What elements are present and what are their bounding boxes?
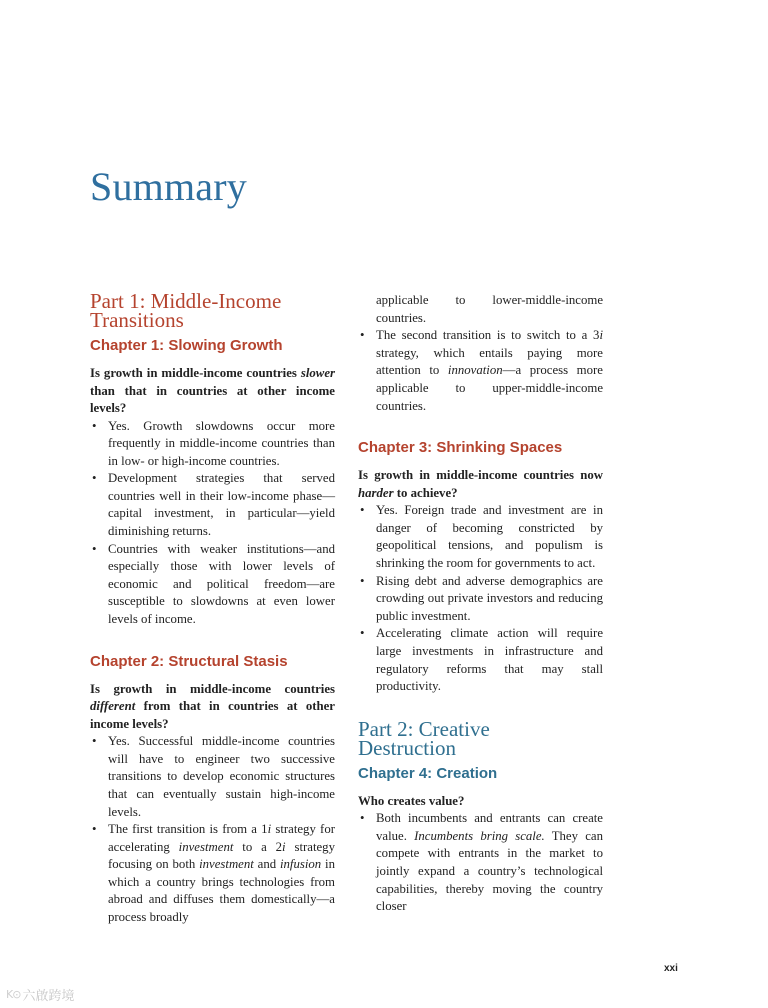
watermark-logo-icon: K⊙ (6, 988, 21, 1001)
part-1-title-line1: Part 1: Middle-Income (90, 289, 282, 313)
part-1-title-line2: Transitions (90, 308, 184, 332)
em: innovation (447, 363, 503, 378)
q-text: Is growth in middle-income countries (90, 681, 335, 696)
bullet-item (358, 327, 603, 415)
bullet-item (90, 821, 335, 927)
t: They can compete with entrants in the market to jointly expand a country’s technological capabilities, thereby moving the country closer (376, 828, 603, 914)
chapter-2-bullets-continued (358, 292, 603, 415)
t: Both incumbents and entrants can create value. (376, 811, 603, 843)
chapter-4-question: Who creates value? (358, 793, 465, 808)
q-text: Is growth in middle-income countries (90, 366, 301, 380)
watermark (6, 985, 74, 1004)
right-column (358, 292, 603, 916)
chapter-1-question (90, 365, 335, 418)
part-1-title (90, 289, 335, 332)
em: i (282, 839, 286, 854)
bullet-item (358, 810, 603, 916)
part-2-title-line1: Part 2: Creative (358, 716, 490, 741)
bullet-item: • Yes. Growth slowdowns occur more frequently in middle-income countries than in low- or high-income countries. (90, 418, 335, 471)
t: strategy focusing on both (108, 839, 335, 872)
t: —a process more applicable to upper-middle-income countries. (376, 363, 603, 413)
q-text: from that in countries at other income levels? (90, 699, 335, 731)
t: strategy, which entails paying more attention to (376, 345, 603, 378)
chapter-4-bullets (358, 810, 603, 916)
watermark-text: 六啟跨境 (22, 989, 75, 1004)
bullet-item: • Yes. Foreign trade and investment are in danger of becoming constricted by geopolitical tensions, and populism is shrinking the room for governments to act. (358, 502, 603, 572)
em: i (599, 328, 603, 343)
q-text: than that in countries at other income levels? (90, 383, 335, 415)
chapter-4-title: Chapter 4: Creation (358, 764, 498, 782)
bullet-item: • Accelerating climate action will require large investments in infrastructure and regulatory reforms that may stall productivity. (358, 625, 603, 695)
chapter-3-bullets (358, 502, 603, 696)
em: i (267, 822, 272, 837)
t: The first transition is from a 1 (108, 822, 268, 837)
bullet-item: • Rising debt and adverse demographics are crowding out private investors and reducing public investment. (358, 573, 603, 626)
chapter-1-title: Chapter 1: Slowing Growth (90, 337, 283, 354)
chapter-2-question (90, 681, 335, 734)
t: strategy for accelerating (108, 822, 335, 854)
chapter-3-question (358, 467, 603, 502)
q-text: Is growth in middle-income countries now (358, 468, 603, 483)
q-emphasis: different (90, 699, 136, 714)
chapter-2-bullets (90, 733, 335, 927)
page-number: xxi (664, 963, 678, 974)
t: The second transition is to switch to a 3 (376, 328, 600, 343)
part-2-title-line2: Destruction (358, 735, 456, 760)
em: infusion (279, 857, 322, 872)
bullet-item: • Countries with weaker institutions—and especially those with lower levels of economic and political freedom—are susceptible to slowdowns at even lower levels of income. (90, 541, 335, 629)
em: investment (199, 857, 254, 872)
em: Incumbents bring scale. (414, 828, 545, 843)
q-emphasis: slower (300, 366, 335, 380)
t: in which a country brings technologies from abroad and diffuses them domestically—a process broadly (108, 857, 335, 925)
bullet-item: • Development strategies that served countries well in their low-income phase—capital investment, in particular—yield diminishing returns. (90, 470, 335, 540)
t: and (253, 857, 280, 872)
part-2-title (358, 716, 603, 760)
em: investment (178, 839, 234, 854)
chapter-3-title: Chapter 3: Shrinking Spaces (358, 439, 563, 457)
bullet-item: • Yes. Successful middle-income countries will have to engineer two successive transitions to develop economic structures that can eventually sustain high-income levels. (90, 733, 335, 821)
chapter-1-bullets (90, 418, 335, 629)
t: to a 2 (233, 839, 283, 854)
q-emphasis: harder (358, 485, 394, 500)
chapter-2-title: Chapter 2: Structural Stasis (90, 652, 288, 670)
q-text: to achieve? (393, 485, 458, 500)
left-column (90, 289, 335, 927)
page-title: Summary (90, 164, 247, 209)
bullet-item-continued: applicable to lower-middle-income countries. (376, 293, 603, 325)
